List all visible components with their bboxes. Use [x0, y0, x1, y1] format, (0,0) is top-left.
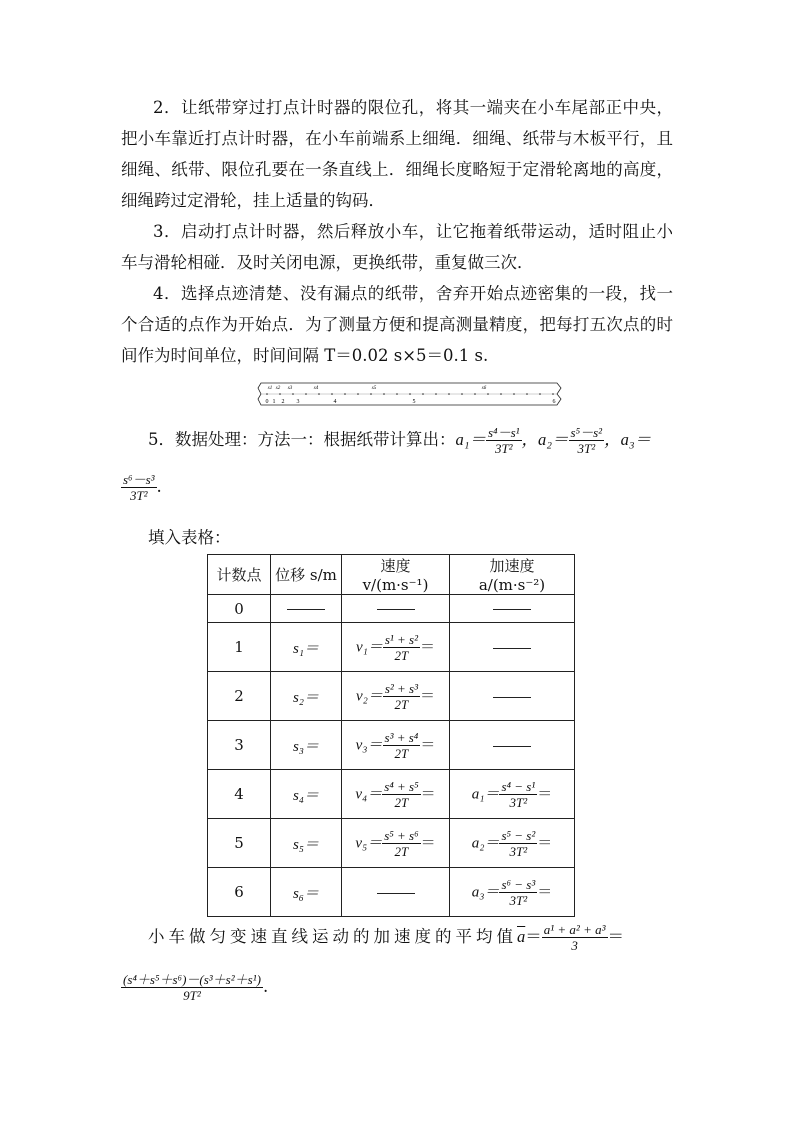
- cell-velocity: [342, 868, 450, 917]
- cell-acceleration: [450, 595, 575, 623]
- cell-displacement: [271, 770, 342, 819]
- step-5-line: [148, 425, 651, 456]
- avg-den: 3: [571, 938, 578, 953]
- accel-lhs: a₁＝: [471, 786, 500, 802]
- tape-dot: [331, 393, 333, 395]
- displacement-label: s₂＝: [292, 689, 320, 706]
- accel-fraction: [499, 828, 537, 859]
- eq-sign-2: ＝: [607, 927, 624, 946]
- step-4-paragraph: 4．选择点迹清楚、没有漏点的纸带，舍弃开始点迹密集的一段，找一个合适的点作为开始点．为了测量方便和提高测量精度，把每打五次点的时间作为时间单位，时间间隔 T＝0.02 s×5＝0.1 s.: [121, 284, 673, 365]
- cell-point: 2: [208, 672, 271, 721]
- accel-num: s⁶ − s³: [501, 876, 536, 892]
- velocity-num: s⁴ + s⁵: [384, 778, 419, 794]
- tape-dot: [448, 393, 450, 395]
- a3-fraction: [121, 472, 157, 503]
- velocity-lhs: v₅＝: [355, 835, 383, 851]
- cell-displacement: [271, 868, 342, 917]
- velocity-tail: ＝: [420, 784, 436, 802]
- paper-tape-figure: [257, 380, 562, 408]
- table-row: [208, 672, 575, 721]
- table-row: [208, 623, 575, 672]
- displacement-label: s₃＝: [292, 738, 320, 755]
- table-row: [208, 770, 575, 819]
- cell-velocity: [342, 595, 450, 623]
- a-bar: $\overline{a}$: [517, 927, 526, 946]
- cell-acceleration: [450, 623, 575, 672]
- cell-acceleration: [450, 770, 575, 819]
- tape-point-label: 5: [412, 399, 416, 405]
- tape-dot: [305, 393, 307, 395]
- tape-dot: [266, 393, 268, 395]
- header-displacement: 位移 s/m: [271, 555, 342, 595]
- velocity-den: 2T: [394, 794, 409, 810]
- accel-den: 3T²: [509, 892, 528, 908]
- tape-segment-label: s1: [267, 386, 273, 391]
- average-fraction: [542, 922, 608, 953]
- dash-placeholder: [287, 609, 325, 610]
- velocity-lhs: v₂＝: [355, 688, 383, 704]
- a1-lhs: a₁＝: [455, 430, 486, 449]
- expanded-end: .: [262, 977, 269, 996]
- expanded-den: 9T²: [183, 988, 201, 1003]
- cell-point: 3: [208, 721, 271, 770]
- accel-den: 3T²: [509, 843, 528, 859]
- cell-point: 4: [208, 770, 271, 819]
- dash-placeholder: [493, 609, 531, 610]
- tape-dot: [370, 393, 372, 395]
- tape-segment-label: s3: [287, 386, 293, 391]
- displacement-label: s₄＝: [292, 787, 320, 804]
- tape-dot: [409, 393, 411, 395]
- velocity-tail: ＝: [420, 833, 436, 851]
- tape-dot: [487, 393, 489, 395]
- average-acceleration-line: [148, 922, 624, 953]
- velocity-fraction: [383, 632, 420, 663]
- tape-dot: [539, 393, 541, 395]
- cell-displacement: [271, 721, 342, 770]
- average-text: 小车做匀变速直线运动的加速度的平均值: [148, 927, 517, 946]
- table-row: [208, 721, 575, 770]
- tape-point-label: 2: [281, 399, 285, 405]
- avg-num: a¹ + a² + a³: [543, 922, 606, 937]
- step-5-intro: 5．数据处理：方法一：根据纸带计算出：: [148, 430, 456, 449]
- dash-placeholder: [493, 648, 531, 649]
- cell-acceleration: [450, 819, 575, 868]
- dash-placeholder: [493, 697, 531, 698]
- tape-dot: [279, 393, 281, 395]
- velocity-lhs: v₁＝: [355, 639, 383, 655]
- cell-displacement: [271, 595, 342, 623]
- accel-tail: ＝: [537, 882, 553, 900]
- tape-point-label: 4: [333, 399, 337, 405]
- tape-point-label: 1: [272, 399, 276, 405]
- average-expanded-line: [121, 972, 268, 1003]
- velocity-tail: ＝: [420, 735, 436, 753]
- tape-dot: [461, 393, 463, 395]
- cell-acceleration: [450, 672, 575, 721]
- velocity-den: 2T: [394, 843, 409, 859]
- header-acceleration: 加速度 a/(m·s⁻²): [450, 555, 575, 595]
- a3-end: .: [156, 477, 162, 496]
- cell-point: 6: [208, 868, 271, 917]
- tape-dot: [318, 393, 320, 395]
- accel-num: s⁴ − s¹: [501, 778, 536, 794]
- velocity-num: s³ + s⁴: [384, 729, 419, 745]
- tape-dot: [383, 393, 385, 395]
- accel-lhs: a₃＝: [471, 884, 500, 900]
- tape-dot: [422, 393, 424, 395]
- dash-placeholder: [493, 746, 531, 747]
- data-table: [207, 554, 575, 917]
- tape-dot: [292, 393, 294, 395]
- table-row: [208, 595, 575, 623]
- tape-segment-label: s6: [481, 386, 487, 391]
- cell-point: 1: [208, 623, 271, 672]
- cell-displacement: [271, 672, 342, 721]
- expanded-fraction: [121, 972, 263, 1003]
- a3-line: [121, 472, 162, 503]
- step-2-paragraph: 2．让纸带穿过打点计时器的限位孔，将其一端夹在小车尾部正中央，把小车靠近打点计时器，在小车前端系上细绳．细绳、纸带与木板平行，且细绳、纸带、限位孔要在一条直线上．细绳长度略短于定滑轮离地的高度，细绳跨过定滑轮，挂上适量的钩码．: [121, 98, 673, 210]
- tape-dot: [396, 393, 398, 395]
- accel-den: 3T²: [509, 794, 528, 810]
- velocity-fraction: [383, 730, 421, 761]
- cell-point: 5: [208, 819, 271, 868]
- accel-fraction: [499, 779, 537, 810]
- cell-velocity: [342, 623, 450, 672]
- displacement-label: s₆＝: [292, 885, 320, 902]
- tape-dot: [357, 393, 359, 395]
- tape-point-label: 3: [296, 399, 300, 405]
- header-velocity: 速度 v/(m·s⁻¹): [342, 555, 450, 595]
- displacement-label: s₁＝: [292, 640, 320, 657]
- tape-segment-label: s5: [371, 386, 377, 391]
- velocity-tail: ＝: [420, 637, 436, 655]
- velocity-den: 2T: [394, 647, 409, 663]
- velocity-tail: ＝: [420, 686, 436, 704]
- tape-segment-label: s4: [313, 386, 319, 391]
- tape-dot: [500, 393, 502, 395]
- velocity-num: s¹ + s²: [384, 631, 419, 647]
- cell-acceleration: [450, 868, 575, 917]
- accel-lhs: a₂＝: [471, 835, 500, 851]
- tape-segment-label: s2: [275, 386, 281, 391]
- a3-num: s⁶－s³: [123, 472, 155, 487]
- fill-table-label: 填入表格：: [148, 528, 231, 547]
- cell-point: 0: [208, 595, 271, 623]
- accel-tail: ＝: [537, 833, 553, 851]
- velocity-fraction: [382, 779, 420, 810]
- tape-dot: [474, 393, 476, 395]
- accel-num: s⁵ − s²: [501, 827, 536, 843]
- cell-displacement: [271, 623, 342, 672]
- cell-velocity: [342, 819, 450, 868]
- eq-sign: ＝: [525, 927, 542, 946]
- tape-dot: [435, 393, 437, 395]
- cell-velocity: [342, 672, 450, 721]
- a2-fraction: [569, 425, 605, 456]
- accel-tail: ＝: [537, 784, 553, 802]
- tape-dot: [526, 393, 528, 395]
- expanded-num: (s⁴＋s⁵＋s⁶)－(s³＋s²＋s¹): [123, 972, 261, 987]
- tape-point-label: 6: [552, 399, 556, 405]
- velocity-den: 2T: [394, 745, 409, 761]
- a2-lhs: ，a₂＝: [521, 430, 569, 449]
- a2-num: s⁵－s²: [570, 425, 603, 440]
- a3-den: 3T²: [129, 488, 148, 503]
- dash-placeholder: [377, 609, 415, 610]
- cell-acceleration: [450, 721, 575, 770]
- velocity-fraction: [382, 828, 420, 859]
- tape-dot: [344, 393, 346, 395]
- velocity-lhs: v₃＝: [355, 737, 383, 753]
- a1-fraction: [486, 425, 522, 456]
- a1-den: 3T²: [494, 441, 513, 456]
- tape-dot: [513, 393, 515, 395]
- cell-velocity: [342, 721, 450, 770]
- a2-den: 3T²: [577, 441, 596, 456]
- dash-placeholder: [377, 893, 415, 894]
- tape-dot: [552, 393, 554, 395]
- cell-velocity: [342, 770, 450, 819]
- table-row: [208, 819, 575, 868]
- velocity-fraction: [383, 681, 420, 712]
- velocity-den: 2T: [394, 696, 409, 712]
- step-3-paragraph: 3．启动打点计时器，然后释放小车，让它拖着纸带运动，适时阻止小车与滑轮相碰．及时关闭电源，更换纸带，重复做三次．: [121, 222, 673, 272]
- cell-displacement: [271, 819, 342, 868]
- velocity-lhs: v₄＝: [355, 786, 383, 802]
- a1-num: s⁴－s¹: [488, 425, 520, 440]
- table-row: [208, 868, 575, 917]
- displacement-label: s₅＝: [292, 836, 320, 853]
- velocity-num: s² + s³: [384, 680, 419, 696]
- tape-point-label: 0: [265, 399, 269, 405]
- table-header-row: [208, 555, 575, 595]
- header-point: 计数点: [208, 555, 271, 595]
- a3-lhs: ，a₃＝: [604, 430, 652, 449]
- accel-fraction: [499, 877, 537, 908]
- velocity-num: s⁵ + s⁶: [384, 827, 419, 843]
